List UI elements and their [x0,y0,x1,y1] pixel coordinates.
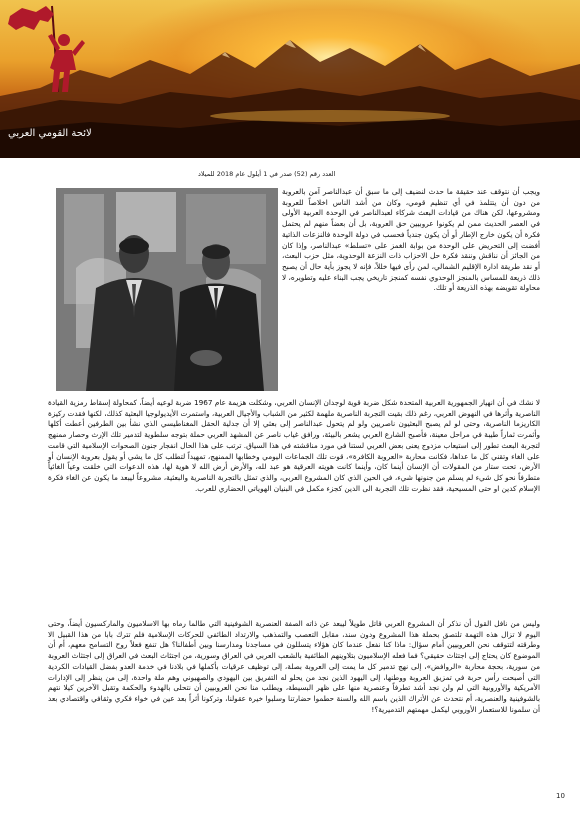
paragraph-2: لا نشك في أن انهيار الجمهورية العربية المتحدة شكل ضربة قوية لوجدان الإنسان العربي، وشكلت هزيمة عام 1967 ضربة لوعيه أيضاً، كمحاولة إسقاط رمزية القيادة الناصرية وأثرها في النهوض العربي، رغم ذلك بقيت التجربة الناصرية ملهمة لكثير من الشباب والأجيال العربية، واستمرت الأيديولوجيا البعثية كذلك، لكنها فقدت ركيزة الكاريزما الناصرية، وحتى لو لم يصبح البعثيون ناصريين ولو لم يتحول عبدالناصر إلى بعثي إلا أن جدلية الحقل المغناطيسي الذي نشأ بين الطرفين أعطت أكلها وأثمرت ثماراً طيبة في مراحل معينة، فأصبح الشارع العربي يشعر بالبيئة، ورافق غياب ناصر عن المشهد العربي حملة بتوجه سلطوية لتدمير تلك الإرث وحصار ممنهج لتجربة البعث تطور إلى استيعاب مزدوج يعنى بعض العربي لستنا في مورد مناقشته في هذا السياق. ترتب على هذا الحال انفجار جنون الصحوات الإسلامية التي قامت على الغاء وتقني كل ما عداها، فكانت محاربة «العروبة الكافرة»، قوت تلك الجماعات اليومي وخطابها الممنهج، تمهيداً لتطلب كل ما يشي أو يقول بعروبة الإنسان أو الأرض، تحت ستار من المقولات أن الإنسان أينما كان، وأينما كانت هويته العرقية هو عبد لله، والأرض أرض الله لا هوية لها، هذه الدعوات التي خلقت وعياً الغائياً متطرفاً نحو كل شيء لم يسلم من جنونها شيء، في الحين الذي كان المشروع العربي، والذي تمثل بالتجربة الناصرية والبعثية، مشروعاً ليبعد ما يكون عن الغاء فكرة الإسلام كدين او حتى المسيحية، فقد نظرت تلك التجربة الى الدين كجزء مكمل في البنيان الهوياتي الحضاري للعرب. [48,398,540,493]
page-number: 10 [556,792,565,800]
issue-info: العدد رقم (52) صدر في 1 أيلول عام 2018 للميلاد [198,170,336,178]
header-banner [0,0,580,158]
organization-logo [0,0,100,98]
historical-photo [56,188,278,391]
paragraph-3: وليس من نافل القول أن نذكر أن المشروع العربي قاتل طويلاً ليبعد عن ذاته الصفة العنصرية الشوفينية التي طالما رماه بها الاسلاميون والماركسيون أيضاً، وحتى اليوم لا تزال هذه التهمة تلتصق بحملة هذا المشروع ودون سند، مقابل التعصب والتمذهب والارتداد الطائفي للحركات الإسلامية فلم تترك بابا من هذا القبيل الا وطرقته لتتوقف نحن العروبيين أمام سؤال: ماذا كنا نفعل عندما كان هؤلاء يتسللون في مساجدنا ومدارسنا وبين أطفالنا؟ هل تنفع فعلاً روح التسامح معهم، أم أن الموضوع كان يحتاج إلى اجتثاث حقيقي؟ فما فعله الإسلاميون بتلاوينهم الطائفية بالشعب العربي في العراق وسورية، من اجتثاث البعث في العراق إلى اجتثاث العروبة من سورية، بحجة محاربة «الروافض»، إلى نهج تدمير كل ما يمت إلى العروبة بصلة، إلى توظيف عرقيات بأكملها في بلادنا في خدمة العدو بفضل القيادات الكردية التي أصبحت رأس حربة في تمزيق العروبة ووطنها، إلى اليهود الذين نجد من يحلو له التفريق بين اليهودي والصهيوني وهم ملة واحدة، إلى من ينظر إلى الإدارات الأمريكية والأوروبية التي لم ولن نجد أشد تطرفاً وعنصرية منها على ظهر البسيطة، ويطلب منا نحن العروبيين أن نتحلى بالهدوء والحكمة وتقبل الآخرين كيلا نتهم بالشوفينية والعنصرية، أم نتحدث عن الأتراك الذين باسم الله والسنة حطموا حضارتنا وسلبوا خيرة عقولنا، وتركونا أثراً بعد عين في خواء فكري وثقافي واقتصادي بعد أن سلمونا للاستعمار الأوروبي ليكمل مهمتهم التدميرية؟! [48,619,540,714]
paragraph-1: ويجب أن نتوقف عند حقيقة ما حدث لنضيف إلى ما سبق أن عبدالناصر آمن بالعروبة من دون أن يتتلمذ في أي تنظيم قومي، وكان من أشد الناس اخلاصاً للعروبة ومشروعها، لكن هناك من قيادات البعث شركاء لعبدالناصر في الوحدة العربية الأولى في العصر الحديث ممن لم يكونوا عروبيين حق العروبة، بل أن بعضاً منهم لم يحتمل فكرة أن يكون خارج الإطار أو أن يكون جندياً فحسب في دولة الوحدة فالنزعات الذاتية أفضت إلى التحريض على الوحدة من بوابة الغمز على «تسلط» عبدالناصر، وإذا كان من الجائز أن نناقش وننقد فكرة حل الاحزاب ذات النزعة الوحدوية، مثل حزب البعث، أو نقد طريقة ادارة الإقليم الشمالي، لمن رأى فيها خللاً، فإنه لا يجوز بأية حال أن يصبح ذلك ذريعة للمساس بالمنجز الوحدوي نفسه كمنجز تاريخي يجب البناء عليه وتطويره، لا محاولة تقويضه بهذه الذريعة أو تلك. [282,187,540,293]
organization-name: لائحة القومي العربي [8,128,92,139]
